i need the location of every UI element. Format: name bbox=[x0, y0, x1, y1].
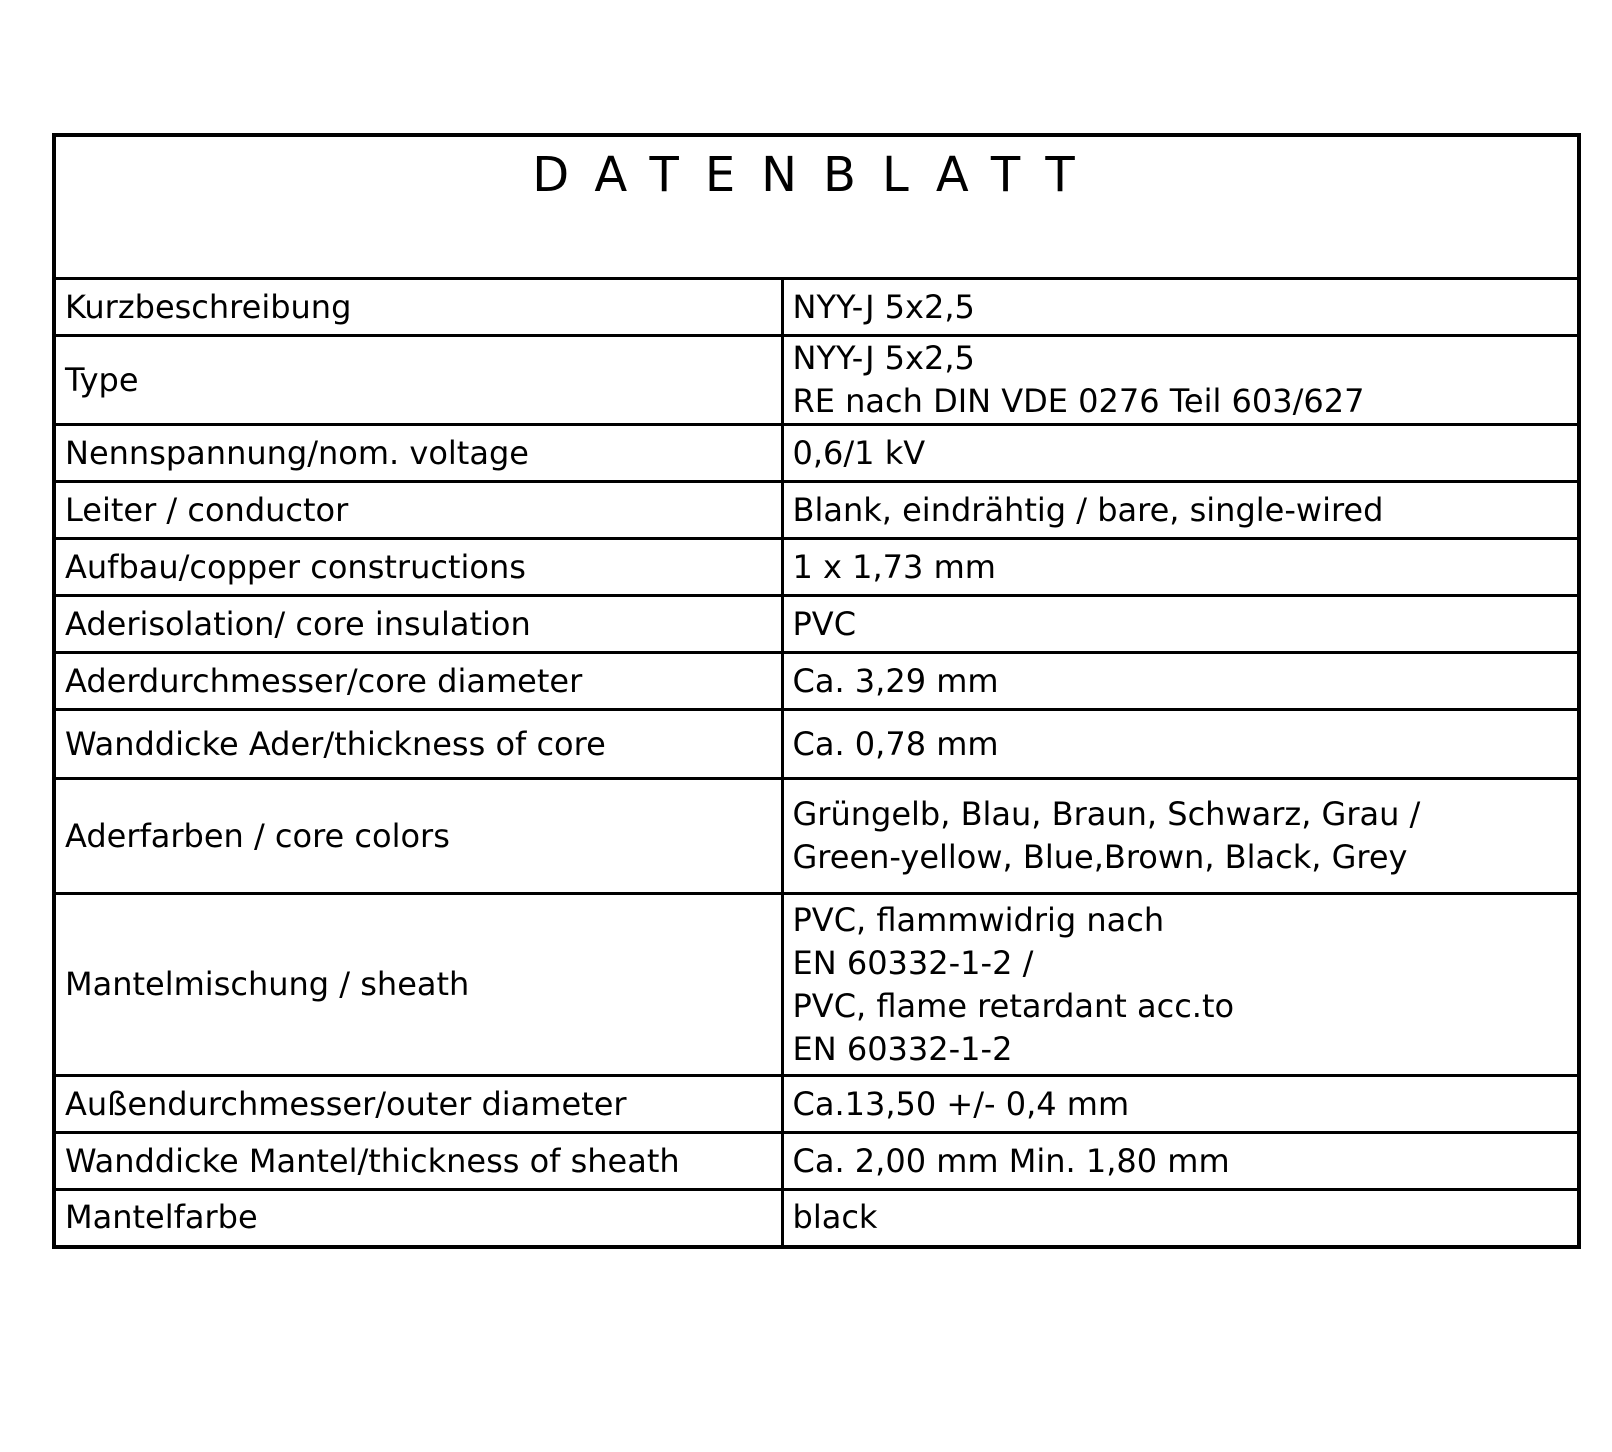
row-value bbox=[782, 425, 1579, 482]
row-label: Außendurchmesser/outer diameter bbox=[54, 1076, 782, 1133]
row-label: Aderisolation/ core insulation bbox=[54, 596, 782, 653]
row-value bbox=[782, 894, 1579, 1076]
value-line: PVC, flammwidrig nach bbox=[792, 900, 1165, 939]
table-row bbox=[54, 425, 1579, 482]
datasheet-title: DATENBLATT bbox=[54, 135, 1579, 279]
title-row bbox=[54, 135, 1579, 279]
row-label: Mantelfarbe bbox=[54, 1190, 782, 1247]
row-label: Wanddicke Mantel/thickness of sheath bbox=[54, 1133, 782, 1190]
datasheet-table bbox=[52, 133, 1581, 1249]
row-label: Aderdurchmesser/core diameter bbox=[54, 653, 782, 710]
value-line: RE nach DIN VDE 0276 Teil 603/627 bbox=[792, 382, 1365, 420]
row-value bbox=[782, 596, 1579, 653]
table-row bbox=[54, 1133, 1579, 1190]
row-label: Wanddicke Ader/thickness of core bbox=[54, 710, 782, 779]
table-row bbox=[54, 779, 1579, 894]
row-label: Leiter / conductor bbox=[54, 482, 782, 539]
row-value bbox=[782, 779, 1579, 894]
value-line: Grüngelb, Blau, Braun, Schwarz, Grau / bbox=[792, 795, 1421, 833]
value-line: Blank, eindrähtig / bare, single-wired bbox=[792, 490, 1384, 529]
table-row bbox=[54, 539, 1579, 596]
row-label: Aderfarben / core colors bbox=[54, 779, 782, 894]
table-row bbox=[54, 653, 1579, 710]
row-value bbox=[782, 482, 1579, 539]
row-value bbox=[782, 653, 1579, 710]
value-line: PVC, flame retardant acc.to bbox=[792, 986, 1235, 1025]
row-value bbox=[782, 336, 1579, 425]
value-line: black bbox=[792, 1198, 878, 1237]
value-line: Green-yellow, Blue,Brown, Black, Grey bbox=[792, 838, 1408, 876]
row-label: Nennspannung/nom. voltage bbox=[54, 425, 782, 482]
row-value bbox=[782, 1190, 1579, 1247]
table-row bbox=[54, 710, 1579, 779]
table-row bbox=[54, 279, 1579, 336]
value-line: 0,6/1 kV bbox=[792, 433, 926, 472]
row-value bbox=[782, 279, 1579, 336]
row-value bbox=[782, 1133, 1579, 1190]
row-value bbox=[782, 539, 1579, 596]
row-value bbox=[782, 1076, 1579, 1133]
value-line: PVC bbox=[792, 604, 857, 643]
row-value bbox=[782, 710, 1579, 779]
value-line: Ca. 3,29 mm bbox=[792, 661, 999, 700]
row-label: Mantelmischung / sheath bbox=[54, 894, 782, 1076]
value-line: Ca. 2,00 mm Min. 1,80 mm bbox=[792, 1141, 1230, 1180]
row-label: Aufbau/copper constructions bbox=[54, 539, 782, 596]
table-row bbox=[54, 596, 1579, 653]
table-row bbox=[54, 482, 1579, 539]
value-line: 1 x 1,73 mm bbox=[792, 547, 996, 586]
row-label: Kurzbeschreibung bbox=[54, 279, 782, 336]
value-line: Ca. 0,78 mm bbox=[792, 724, 999, 763]
table-row bbox=[54, 1076, 1579, 1133]
value-line: Ca.13,50 +/- 0,4 mm bbox=[792, 1084, 1130, 1123]
value-line: EN 60332-1-2 bbox=[792, 1029, 1013, 1068]
value-line: NYY-J 5x2,5 bbox=[792, 339, 975, 377]
row-label: Type bbox=[54, 336, 782, 425]
table-row bbox=[54, 336, 1579, 425]
table-row bbox=[54, 1190, 1579, 1247]
value-line: EN 60332-1-2 / bbox=[792, 943, 1034, 982]
value-line: NYY-J 5x2,5 bbox=[792, 287, 975, 326]
table-row bbox=[54, 894, 1579, 1076]
